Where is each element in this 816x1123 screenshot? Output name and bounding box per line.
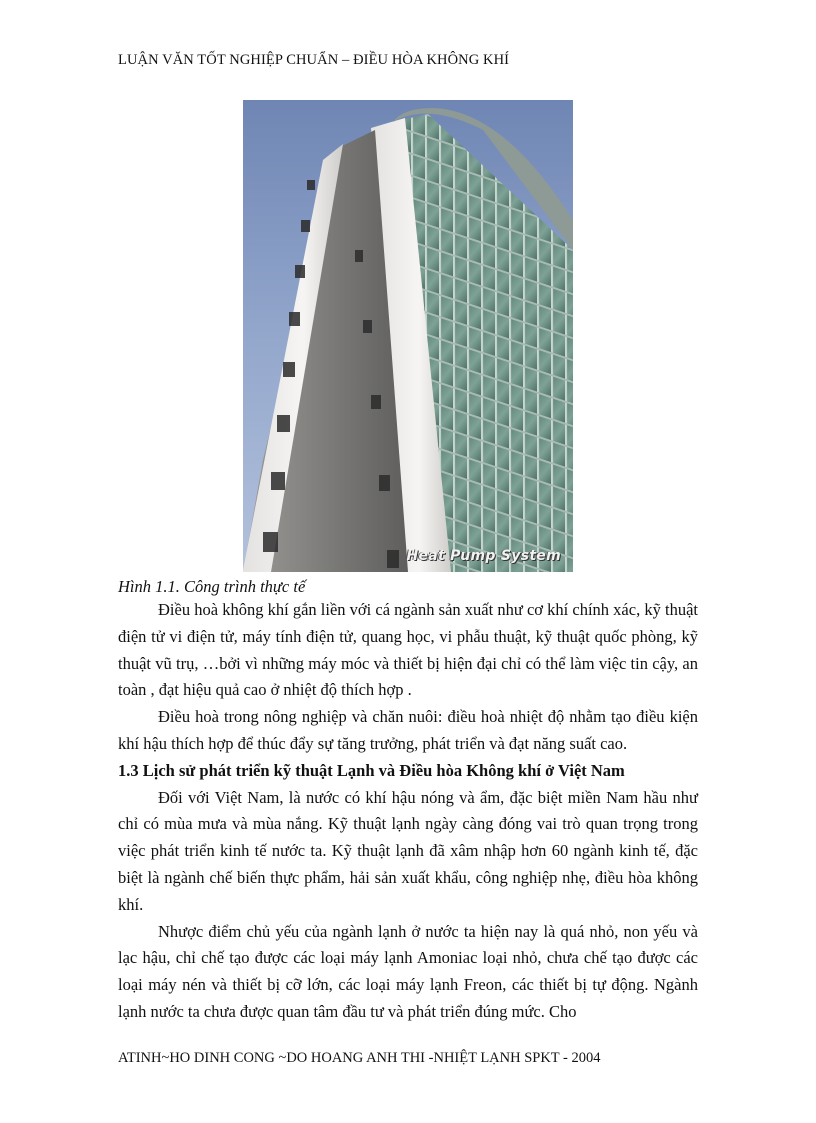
building-illustration	[243, 100, 573, 572]
page-footer: ATINH~HO DINH CONG ~DO HOANG ANH THI -NHIỆT LẠNH SPKT - 2004	[118, 1050, 601, 1066]
paragraph-3: Đối với Việt Nam, là nước có khí hậu nóng và ẩm, đặc biệt miền Nam hầu như chỉ có mùa mưa và mùa nắng. Kỹ thuật lạnh ngày càng đóng vai trò quan trọng trong việc phát triển kinh tế nước ta. Kỹ thuật lạnh đã xâm nhập hơn 60 ngành kinh tế, đặc biệt là ngành chế biến thực phẩm, hải sản xuất khẩu, công nghiệp nhẹ, điều hòa không khí.	[118, 787, 698, 914]
figure-caption: Hình 1.1. Công trình thực tế	[118, 577, 306, 596]
photo-watermark: Heat Pump System	[406, 548, 561, 564]
paragraph-4: Nhược điểm chủ yếu của ngành lạnh ở nước ta hiện nay là quá nhỏ, non yếu và lạc hậu, chỉ chế tạo được các loại máy lạnh Amoniac loại nhỏ, chưa chế tạo được các loại máy nén và thiết bị cỡ lớn, các loại máy lạnh Freon, các thiết bị tự động. Ngành lạnh nước ta chưa được quan tâm đầu tư và phát triển đúng mức. Cho	[118, 921, 698, 1021]
page-header: LUẬN VĂN TỐT NGHIỆP CHUẨN – ĐIỀU HÒA KHÔNG KHÍ	[118, 52, 510, 68]
section-heading: 1.3 Lịch sử phát triển kỹ thuật Lạnh và Điều hòa Không khí ở Việt Nam	[118, 760, 625, 780]
building-photo	[243, 100, 573, 572]
paragraph-2: Điều hoà trong nông nghiệp và chăn nuôi: điều hoà nhiệt độ nhằm tạo điều kiện khí hậu thích hợp để thúc đẩy sự tăng trưởng, phát triển và đạt năng suất cao.	[118, 707, 698, 753]
paragraph-1: Điều hoà không khí gắn liền với cá ngành sản xuất như cơ khí chính xác, kỹ thuật điện tử vi điện tử, máy tính điện tử, quang học, vi phẫu thuật, kỹ thuật quốc phòng, kỹ thuật vũ trụ, …bởi vì những máy móc và thiết bị hiện đại chỉ có thể làm việc tin cậy, an toàn , đạt hiệu quả cao ở nhiệt độ thích hợp .	[118, 600, 698, 700]
document-body	[118, 597, 698, 1026]
